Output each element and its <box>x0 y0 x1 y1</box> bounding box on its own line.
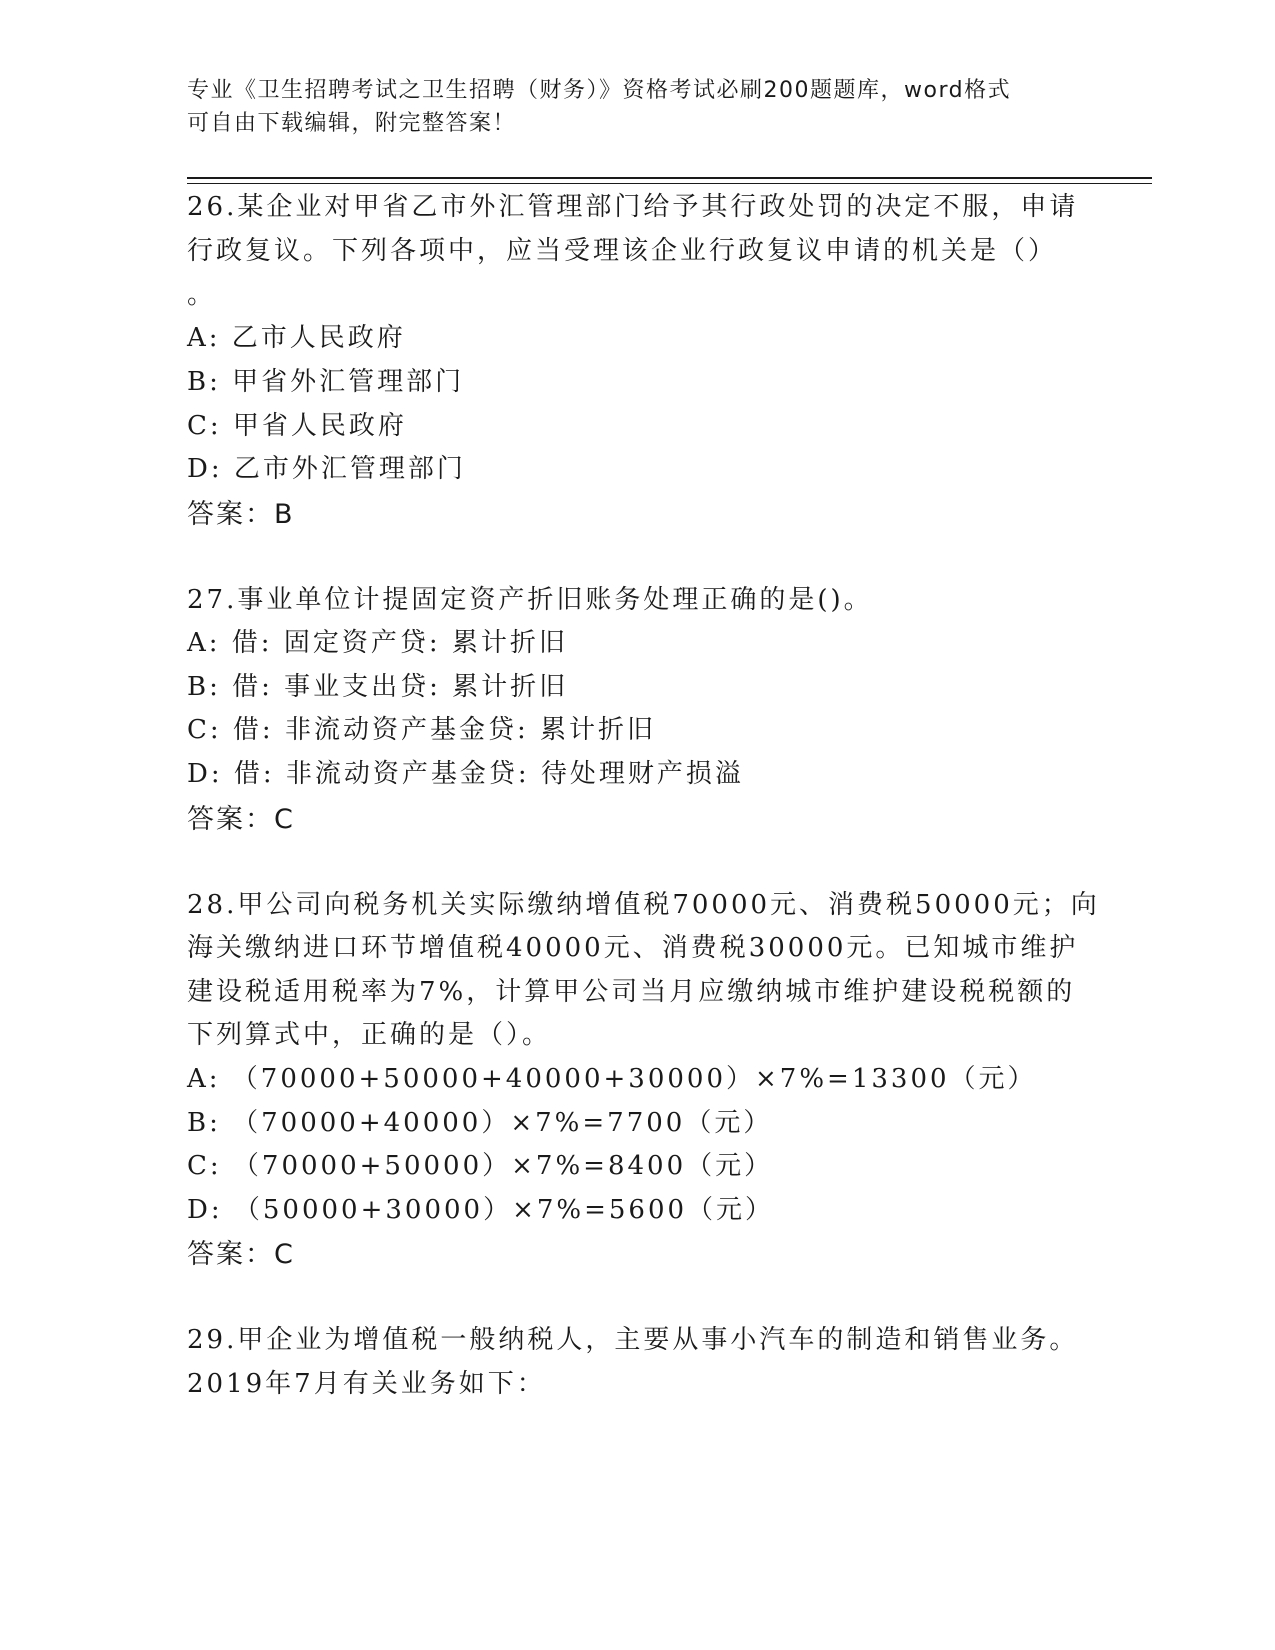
question-26-option-d: D: 乙市外汇管理部门 <box>187 454 466 484</box>
question-26-answer: 答案：B <box>187 499 295 530</box>
header-divider-thick <box>187 177 1152 179</box>
question-28-option-a: A: （70000+50000+40000+30000）×7%=13300（元） <box>187 1064 1037 1094</box>
question-27-answer: 答案：C <box>187 804 295 835</box>
header-divider-thin <box>187 183 1152 184</box>
question-28-stem-line-1: 28.甲公司向税务机关实际缴纳增值税70000元、消费税50000元；向 <box>187 890 1100 920</box>
question-28-option-d: D: （50000+30000）×7%=5600（元） <box>187 1195 775 1225</box>
question-29-stem-line-2: 2019年7月有关业务如下： <box>187 1369 546 1399</box>
question-28-option-b: B: （70000+40000）×7%=7700（元） <box>187 1108 773 1138</box>
question-28-stem-line-2: 海关缴纳进口环节增值税40000元、消费税30000元。已知城市维护 <box>187 933 1079 963</box>
question-27-option-a: A: 借: 固定资产贷: 累计折旧 <box>187 628 568 658</box>
question-27-option-b: B: 借: 事业支出贷: 累计折旧 <box>187 672 569 702</box>
question-26-stem-line-1: 26.某企业对甲省乙市外汇管理部门给予其行政处罚的决定不服，申请 <box>187 192 1079 222</box>
question-27-stem-line-1: 27.事业单位计提固定资产折旧账务处理正确的是()。 <box>187 585 873 615</box>
question-26-stem-line-3: 。 <box>187 280 217 310</box>
header-line-2: 可自由下载编辑，附完整答案！ <box>187 111 517 136</box>
question-28-answer: 答案：C <box>187 1239 295 1270</box>
question-28-stem-line-4: 下列算式中，正确的是（）。 <box>187 1020 552 1050</box>
question-28-stem-line-3: 建设税适用税率为7%，计算甲公司当月应缴纳城市维护建设税税额的 <box>187 977 1076 1007</box>
question-27-option-c: C: 借: 非流动资产基金贷: 累计折旧 <box>187 715 656 745</box>
header-line-1: 专业《卫生招聘考试之卫生招聘（财务）》资格考试必刷200题题库，word格式 <box>187 78 1012 103</box>
question-27-option-d: D: 借: 非流动资产基金贷: 待处理财产损溢 <box>187 759 744 789</box>
question-26-stem-line-2: 行政复议。下列各项中，应当受理该企业行政复议申请的机关是（） <box>187 236 1058 266</box>
question-28-option-c: C: （70000+50000）×7%=8400（元） <box>187 1151 774 1181</box>
question-29-stem-line-1: 29.甲企业为增值税一般纳税人，主要从事小汽车的制造和销售业务。 <box>187 1325 1079 1355</box>
question-26-option-c: C: 甲省人民政府 <box>187 411 407 441</box>
question-26-option-b: B: 甲省外汇管理部门 <box>187 367 465 397</box>
question-26-option-a: A: 乙市人民政府 <box>187 323 406 353</box>
document-header <box>187 74 1087 140</box>
